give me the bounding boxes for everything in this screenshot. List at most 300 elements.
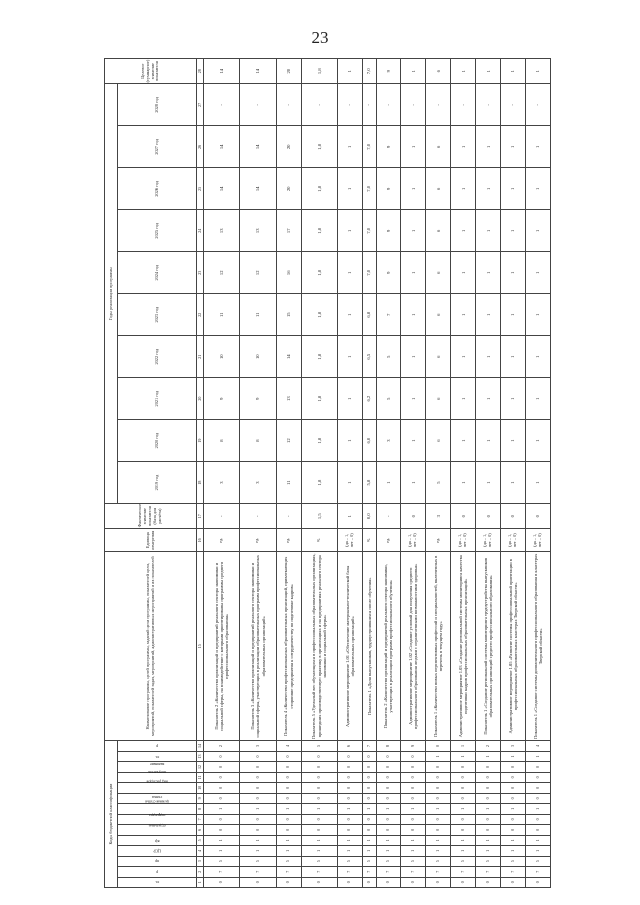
year-value: -: [426, 84, 451, 126]
year-value: -: [276, 84, 301, 126]
year-label: 2022 год: [118, 336, 197, 378]
budget-code-digit: 0: [526, 762, 551, 772]
budget-code-digit: 0: [204, 793, 240, 803]
budget-code-digit: 0: [476, 877, 501, 887]
year-value: 6: [426, 168, 451, 210]
unit-of-measure: ед.: [426, 529, 451, 552]
column-number: 20: [197, 378, 204, 420]
budget-code-digit: 3: [501, 741, 526, 751]
year-value: 12: [204, 252, 240, 294]
budget-code-digit: 0: [337, 783, 362, 793]
year-value: -: [240, 84, 276, 126]
budget-code-digit: 5: [301, 856, 337, 866]
table-row: [240, 59, 276, 888]
year-value: 1,8: [301, 462, 337, 504]
target-value: 9: [376, 59, 401, 84]
year-value: 20: [276, 168, 301, 210]
year-value: 1,8: [301, 126, 337, 168]
year-value: 16: [276, 252, 301, 294]
base-value: 0: [451, 504, 476, 529]
year-value: 14: [204, 168, 240, 210]
code-label-text: гл.: [154, 880, 160, 885]
budget-code-digit: 0: [451, 772, 476, 782]
year-value: 20: [276, 126, 301, 168]
budget-code-digit: 1: [501, 751, 526, 761]
year-value: 6,2: [362, 378, 376, 420]
budget-code-digit: 0: [240, 751, 276, 761]
year-value: 1: [526, 168, 551, 210]
budget-code-digit: 0: [301, 762, 337, 772]
code-label-text: р: [156, 744, 158, 749]
budget-code-digit: 0: [337, 877, 362, 887]
year-value: 6: [426, 420, 451, 462]
year-label: 2027 год: [118, 126, 197, 168]
year-value: 1: [526, 378, 551, 420]
budget-code-digit: 0: [426, 762, 451, 772]
budget-code-digit: 4: [276, 741, 301, 751]
year-value: 1,8: [301, 336, 337, 378]
year-value: 1: [451, 252, 476, 294]
indicator-name: Показатель 3 «Количество организаций и предприятий реального сектора экономики и социальной сферы, участвующих в реализации образовательных программ профессиональных образовательных организаций»: [240, 552, 276, 741]
budget-code-digit: 1: [204, 846, 240, 856]
code-label: [118, 856, 197, 866]
year-value: 6: [426, 336, 451, 378]
budget-code-digit: 0: [476, 762, 501, 772]
budget-code-digit: 1: [426, 804, 451, 814]
budget-code-digit: 0: [204, 825, 240, 835]
year-value: 1: [501, 294, 526, 336]
year-value: 1: [526, 126, 551, 168]
year-value: 10: [240, 336, 276, 378]
budget-code-digit: 1: [240, 804, 276, 814]
year-value: 1: [501, 168, 526, 210]
code-label-text: значение: [149, 761, 165, 766]
base-value: 0: [401, 504, 426, 529]
budget-code-digit: 4: [526, 741, 551, 751]
base-column-title: Фактическое значение показателя (база для расчёта): [105, 504, 197, 529]
base-value: 1: [337, 504, 362, 529]
budget-code-digit: 0: [376, 814, 401, 824]
year-value: 1: [337, 168, 362, 210]
year-value: 1: [501, 336, 526, 378]
budget-code-digit: 0: [362, 793, 376, 803]
year-value: 1: [451, 126, 476, 168]
year-value: 1: [337, 420, 362, 462]
budget-code-digit: 5: [376, 856, 401, 866]
year-value: 1,8: [301, 378, 337, 420]
budget-code-digit: 0: [476, 814, 501, 824]
target-value: 1: [401, 59, 426, 84]
year-value: 1: [337, 210, 362, 252]
column-number: 8: [197, 804, 204, 814]
year-value: 5: [426, 462, 451, 504]
budget-code-digit: 1: [362, 835, 376, 845]
year-value: 1: [401, 168, 426, 210]
budget-code-digit: 1: [526, 804, 551, 814]
budget-code-digit: 6: [337, 741, 362, 751]
year-value: 1: [401, 126, 426, 168]
column-number: 23: [197, 252, 204, 294]
budget-code-digit: 1: [301, 835, 337, 845]
year-label: 2019 год: [118, 462, 197, 504]
budget-code-digit: 1: [451, 846, 476, 856]
year-value: 1: [476, 378, 501, 420]
base-value: 0,0: [362, 504, 376, 529]
year-label: 2025 год: [118, 210, 197, 252]
year-value: 1: [501, 126, 526, 168]
budget-code-digit: 0: [376, 825, 401, 835]
year-value: 9: [376, 126, 401, 168]
year-value: 1: [401, 294, 426, 336]
code-label-text: целевая статья: [145, 799, 169, 804]
year-value: 12: [276, 420, 301, 462]
budget-code-digit: 0: [501, 793, 526, 803]
budget-code-digit: 1: [451, 835, 476, 845]
year-value: -: [526, 84, 551, 126]
table-row: [301, 59, 337, 888]
target-value: 1: [337, 59, 362, 84]
budget-code-digit: 0: [362, 762, 376, 772]
year-label: 2020 год: [118, 420, 197, 462]
column-number: 1: [197, 877, 204, 887]
budget-code-digit: 0: [526, 825, 551, 835]
code-label-text: статья: [151, 795, 163, 800]
year-value: 1: [401, 378, 426, 420]
year-value: 7: [376, 294, 401, 336]
column-number: 6: [197, 825, 204, 835]
year-value: 10: [204, 336, 240, 378]
budget-code-digit: 0: [526, 814, 551, 824]
year-value: 13: [276, 378, 301, 420]
column-number: 12: [197, 762, 204, 772]
year-label: 2023 год: [118, 294, 197, 336]
budget-code-digit: 1: [451, 751, 476, 761]
year-value: 6: [426, 294, 451, 336]
target-value: 14: [204, 59, 240, 84]
budget-code-digit: 1: [301, 846, 337, 856]
budget-code-digit: 0: [376, 772, 401, 782]
year-value: 1: [401, 336, 426, 378]
budget-code-digit: 0: [476, 772, 501, 782]
budget-code-digit: 7: [451, 867, 476, 877]
year-value: 17: [276, 210, 301, 252]
budget-code-digit: 0: [276, 751, 301, 761]
year-value: 14: [240, 168, 276, 210]
budget-code-digit: 1: [426, 846, 451, 856]
unit-column-title: Единица измерения: [105, 529, 197, 552]
year-value: 1: [337, 336, 362, 378]
year-value: 1: [376, 462, 401, 504]
target-value: 20: [276, 59, 301, 84]
budget-code-digit: 0: [362, 825, 376, 835]
unit-of-measure: (да – 1, нет – 0): [337, 529, 362, 552]
base-value: -: [276, 504, 301, 529]
budget-code-digit: 0: [426, 793, 451, 803]
budget-code-digit: 0: [276, 825, 301, 835]
budget-code-digit: 5: [401, 856, 426, 866]
year-value: 1: [526, 210, 551, 252]
column-number: 2: [197, 867, 204, 877]
table-row: [376, 59, 401, 888]
code-label: [118, 835, 197, 845]
budget-code-digit: 0: [240, 877, 276, 887]
budget-code-digit: 0: [276, 793, 301, 803]
year-value: -: [401, 84, 426, 126]
budget-code-digit: 0: [526, 793, 551, 803]
year-value: 1: [451, 210, 476, 252]
unit-of-measure: ед.: [240, 529, 276, 552]
indicator-name: Административное мероприятие 1.05 «Развитие системы профессиональной ориентации в профессиональных образовательных кластерах Тверской области»: [501, 552, 526, 741]
budget-code-digit: 0: [240, 793, 276, 803]
budget-code-digit: 0: [401, 814, 426, 824]
year-value: 8: [240, 420, 276, 462]
year-value: -: [376, 84, 401, 126]
year-value: 1: [451, 378, 476, 420]
budget-code-digit: 0: [240, 814, 276, 824]
year-value: 1: [476, 294, 501, 336]
budget-code-digit: 7: [204, 867, 240, 877]
budget-code-digit: 7: [301, 867, 337, 877]
base-value: -: [240, 504, 276, 529]
column-number: 16: [197, 529, 204, 552]
budget-code-digit: 0: [376, 751, 401, 761]
budget-code-digit: 0: [362, 783, 376, 793]
year-value: 6: [426, 378, 451, 420]
budget-code-digit: 0: [204, 762, 240, 772]
budget-code-digit: 0: [426, 772, 451, 782]
budget-code-digit: 1: [401, 846, 426, 856]
budget-code-digit: 3: [240, 741, 276, 751]
code-label-text: в/р: [154, 838, 160, 843]
indicator-name: Показатель 4 «Количество профессиональных образовательных организаций, привлекающих сторонние предприятия к сотрудничеству по подготовке кадров»: [276, 552, 301, 741]
budget-code-digit: 5: [362, 856, 376, 866]
budget-code-digit: 0: [426, 825, 451, 835]
code-label: [118, 867, 197, 877]
base-value: 0: [501, 504, 526, 529]
budget-code-digit: 5: [426, 856, 451, 866]
target-value: 1: [526, 59, 551, 84]
year-value: 7,0: [362, 168, 376, 210]
year-value: 1: [401, 252, 426, 294]
budget-code-digit: 0: [301, 825, 337, 835]
column-number: 28: [197, 59, 204, 84]
base-value: 0: [526, 504, 551, 529]
code-label-text: ЦСР: [153, 848, 161, 853]
budget-code-digit: 0: [426, 814, 451, 824]
budget-code-digit: 1: [501, 835, 526, 845]
budget-code-digit: 7: [501, 867, 526, 877]
column-number: 15: [197, 552, 204, 741]
code-label: [118, 779, 197, 793]
column-number: 4: [197, 846, 204, 856]
budget-code-digit: 0: [401, 772, 426, 782]
year-value: 13: [204, 210, 240, 252]
year-value: 1: [476, 126, 501, 168]
budget-code-digit: 0: [401, 751, 426, 761]
budget-code-digit: 0: [240, 825, 276, 835]
year-value: 1,8: [301, 252, 337, 294]
budget-code-digit: 0: [401, 877, 426, 887]
unit-of-measure: (да – 1, нет – 0): [526, 529, 551, 552]
budget-code-digit: 7: [362, 741, 376, 751]
year-value: 1: [476, 210, 501, 252]
year-value: 7,0: [362, 210, 376, 252]
year-value: 5: [376, 378, 401, 420]
year-value: 3: [204, 462, 240, 504]
year-value: 1,8: [301, 294, 337, 336]
budget-code-digit: 2: [204, 741, 240, 751]
year-value: 1: [401, 462, 426, 504]
column-number: 13: [197, 751, 204, 761]
table-row: [337, 59, 362, 888]
budget-code-digit: 1: [501, 804, 526, 814]
budget-code-digit: 0: [276, 762, 301, 772]
budget-code-digit: 1: [501, 846, 526, 856]
unit-of-measure: (да – 1, нет – 0): [401, 529, 426, 552]
budget-code-digit: 0: [337, 825, 362, 835]
code-label-text: р: [156, 869, 158, 874]
budget-code-digit: 0: [401, 762, 426, 772]
budget-code-digit: 0: [276, 814, 301, 824]
year-value: 1: [501, 420, 526, 462]
year-value: 1: [526, 462, 551, 504]
budget-code-digit: 0: [301, 783, 337, 793]
year-value: 1: [451, 420, 476, 462]
year-value: 1: [451, 294, 476, 336]
year-value: 1: [337, 126, 362, 168]
year-value: 1: [501, 252, 526, 294]
target-column-title: Целевое (суммарное) значение показателя: [105, 59, 197, 84]
rotated-landscape-sheet: [104, 58, 551, 888]
year-value: -: [362, 84, 376, 126]
budget-code-digit: 0: [301, 793, 337, 803]
budget-code-digit: 1: [476, 835, 501, 845]
budget-code-digit: 7: [276, 867, 301, 877]
budget-code-digit: 2: [476, 741, 501, 751]
year-value: 1: [476, 462, 501, 504]
budget-code-digit: 0: [362, 751, 376, 761]
budget-code-digit: 1: [376, 835, 401, 845]
budget-code-digit: 0: [426, 741, 451, 751]
code-label: [118, 877, 197, 887]
budget-code-digit: 7: [476, 867, 501, 877]
budget-code-digit: 1: [451, 804, 476, 814]
year-value: 1: [476, 336, 501, 378]
budget-code-digit: 0: [526, 877, 551, 887]
code-label-text: отдельные: [148, 823, 166, 828]
unit-of-measure: %: [301, 529, 337, 552]
year-value: 1: [451, 336, 476, 378]
year-value: -: [501, 84, 526, 126]
year-value: 15: [276, 294, 301, 336]
column-number: 18: [197, 462, 204, 504]
budget-code-digit: 0: [204, 751, 240, 761]
budget-code-digit: 5: [204, 856, 240, 866]
unit-of-measure: (да – 1, нет – 0): [451, 529, 476, 552]
code-label-text: получатель: [147, 770, 167, 775]
budget-code-digit: 0: [501, 814, 526, 824]
budget-code-digit: 0: [451, 825, 476, 835]
column-number: 10: [197, 783, 204, 793]
budget-code-digit: 1: [240, 846, 276, 856]
base-value: 1,5: [301, 504, 337, 529]
indicator-name: Административное мероприятие 1.02 «Создание условий для получения среднего профессионального образования людьми с ограниченными возможностями здоровья»: [401, 552, 426, 741]
year-value: 12: [240, 252, 276, 294]
indicator-name: Показатель 2 «Количество организаций и предприятий реального сектора экономики и социальной сферы, на взаимодействие с которыми ориентированы программы среднего профессионального образования»: [204, 552, 240, 741]
code-label-text: гл.: [154, 754, 160, 759]
budget-code-digit: 5: [337, 856, 362, 866]
target-value: 7,0: [362, 59, 376, 84]
budget-code-digit: 7: [337, 867, 362, 877]
budget-code-digit: 1: [376, 846, 401, 856]
column-number: 24: [197, 210, 204, 252]
year-value: 9: [204, 378, 240, 420]
budget-code-digit: 7: [376, 867, 401, 877]
year-value: 6: [426, 252, 451, 294]
indicator-name: Показатель 1 «Доля выпускников, трудоустроившихся после обучения»: [362, 552, 376, 741]
budget-code-digit: 0: [301, 772, 337, 782]
column-number: 26: [197, 126, 204, 168]
budget-code-digit: 0: [204, 772, 240, 782]
table-row: [204, 59, 240, 888]
budget-code-digit: 7: [362, 867, 376, 877]
code-label: [118, 741, 197, 751]
year-value: 1: [526, 252, 551, 294]
budget-code-digit: 1: [337, 804, 362, 814]
column-number: 5: [197, 835, 204, 845]
table-row: [526, 59, 551, 888]
name-column-title: Наименование программы, целей программы, заданий цели программы, показателей цели, мероприятий, показателей задач, мероприятий, административных мероприятий и их показателей: [105, 552, 197, 741]
code-label-text: подраздел: [148, 813, 166, 818]
budget-code-digit: 0: [501, 772, 526, 782]
unit-of-measure: ед.: [204, 529, 240, 552]
year-value: 11: [240, 294, 276, 336]
year-value: -: [301, 84, 337, 126]
budget-code-digit: 1: [276, 804, 301, 814]
year-value: 6,5: [362, 336, 376, 378]
year-value: 1: [501, 462, 526, 504]
target-value: 1: [451, 59, 476, 84]
budget-code-digit: 0: [501, 762, 526, 772]
indicator-name: Показатель 1 «Создание системы дополнительного профессионального образования в кластерах Тверской области»: [526, 552, 551, 741]
budget-code-digit: 0: [501, 825, 526, 835]
indicator-name: Показатель 1 «Количество новых перспективных профессий и специальностей, включенных в перечень в текущем году»: [426, 552, 451, 741]
budget-code-digit: 8: [376, 741, 401, 751]
budget-code-digit: 0: [240, 762, 276, 772]
column-number: 9: [197, 793, 204, 803]
year-value: 3: [376, 420, 401, 462]
year-value: -: [204, 84, 240, 126]
year-value: 7,0: [362, 126, 376, 168]
budget-code-digit: 1: [401, 804, 426, 814]
budget-code-digit: 1: [526, 846, 551, 856]
budget-code-digit: 0: [301, 751, 337, 761]
base-value: 0: [476, 504, 501, 529]
budget-code-digit: 0: [301, 877, 337, 887]
budget-code-digit: 0: [426, 783, 451, 793]
program-indicators-table: [104, 58, 551, 888]
budget-code-digit: 0: [337, 751, 362, 761]
year-value: -: [476, 84, 501, 126]
target-value: 14: [240, 59, 276, 84]
year-value: 1: [337, 252, 362, 294]
budget-code-digit: 0: [451, 793, 476, 803]
year-value: 9: [376, 210, 401, 252]
year-value: 5: [376, 336, 401, 378]
table-row: [401, 59, 426, 888]
table-row: [501, 59, 526, 888]
unit-of-measure: ед.: [376, 529, 401, 552]
